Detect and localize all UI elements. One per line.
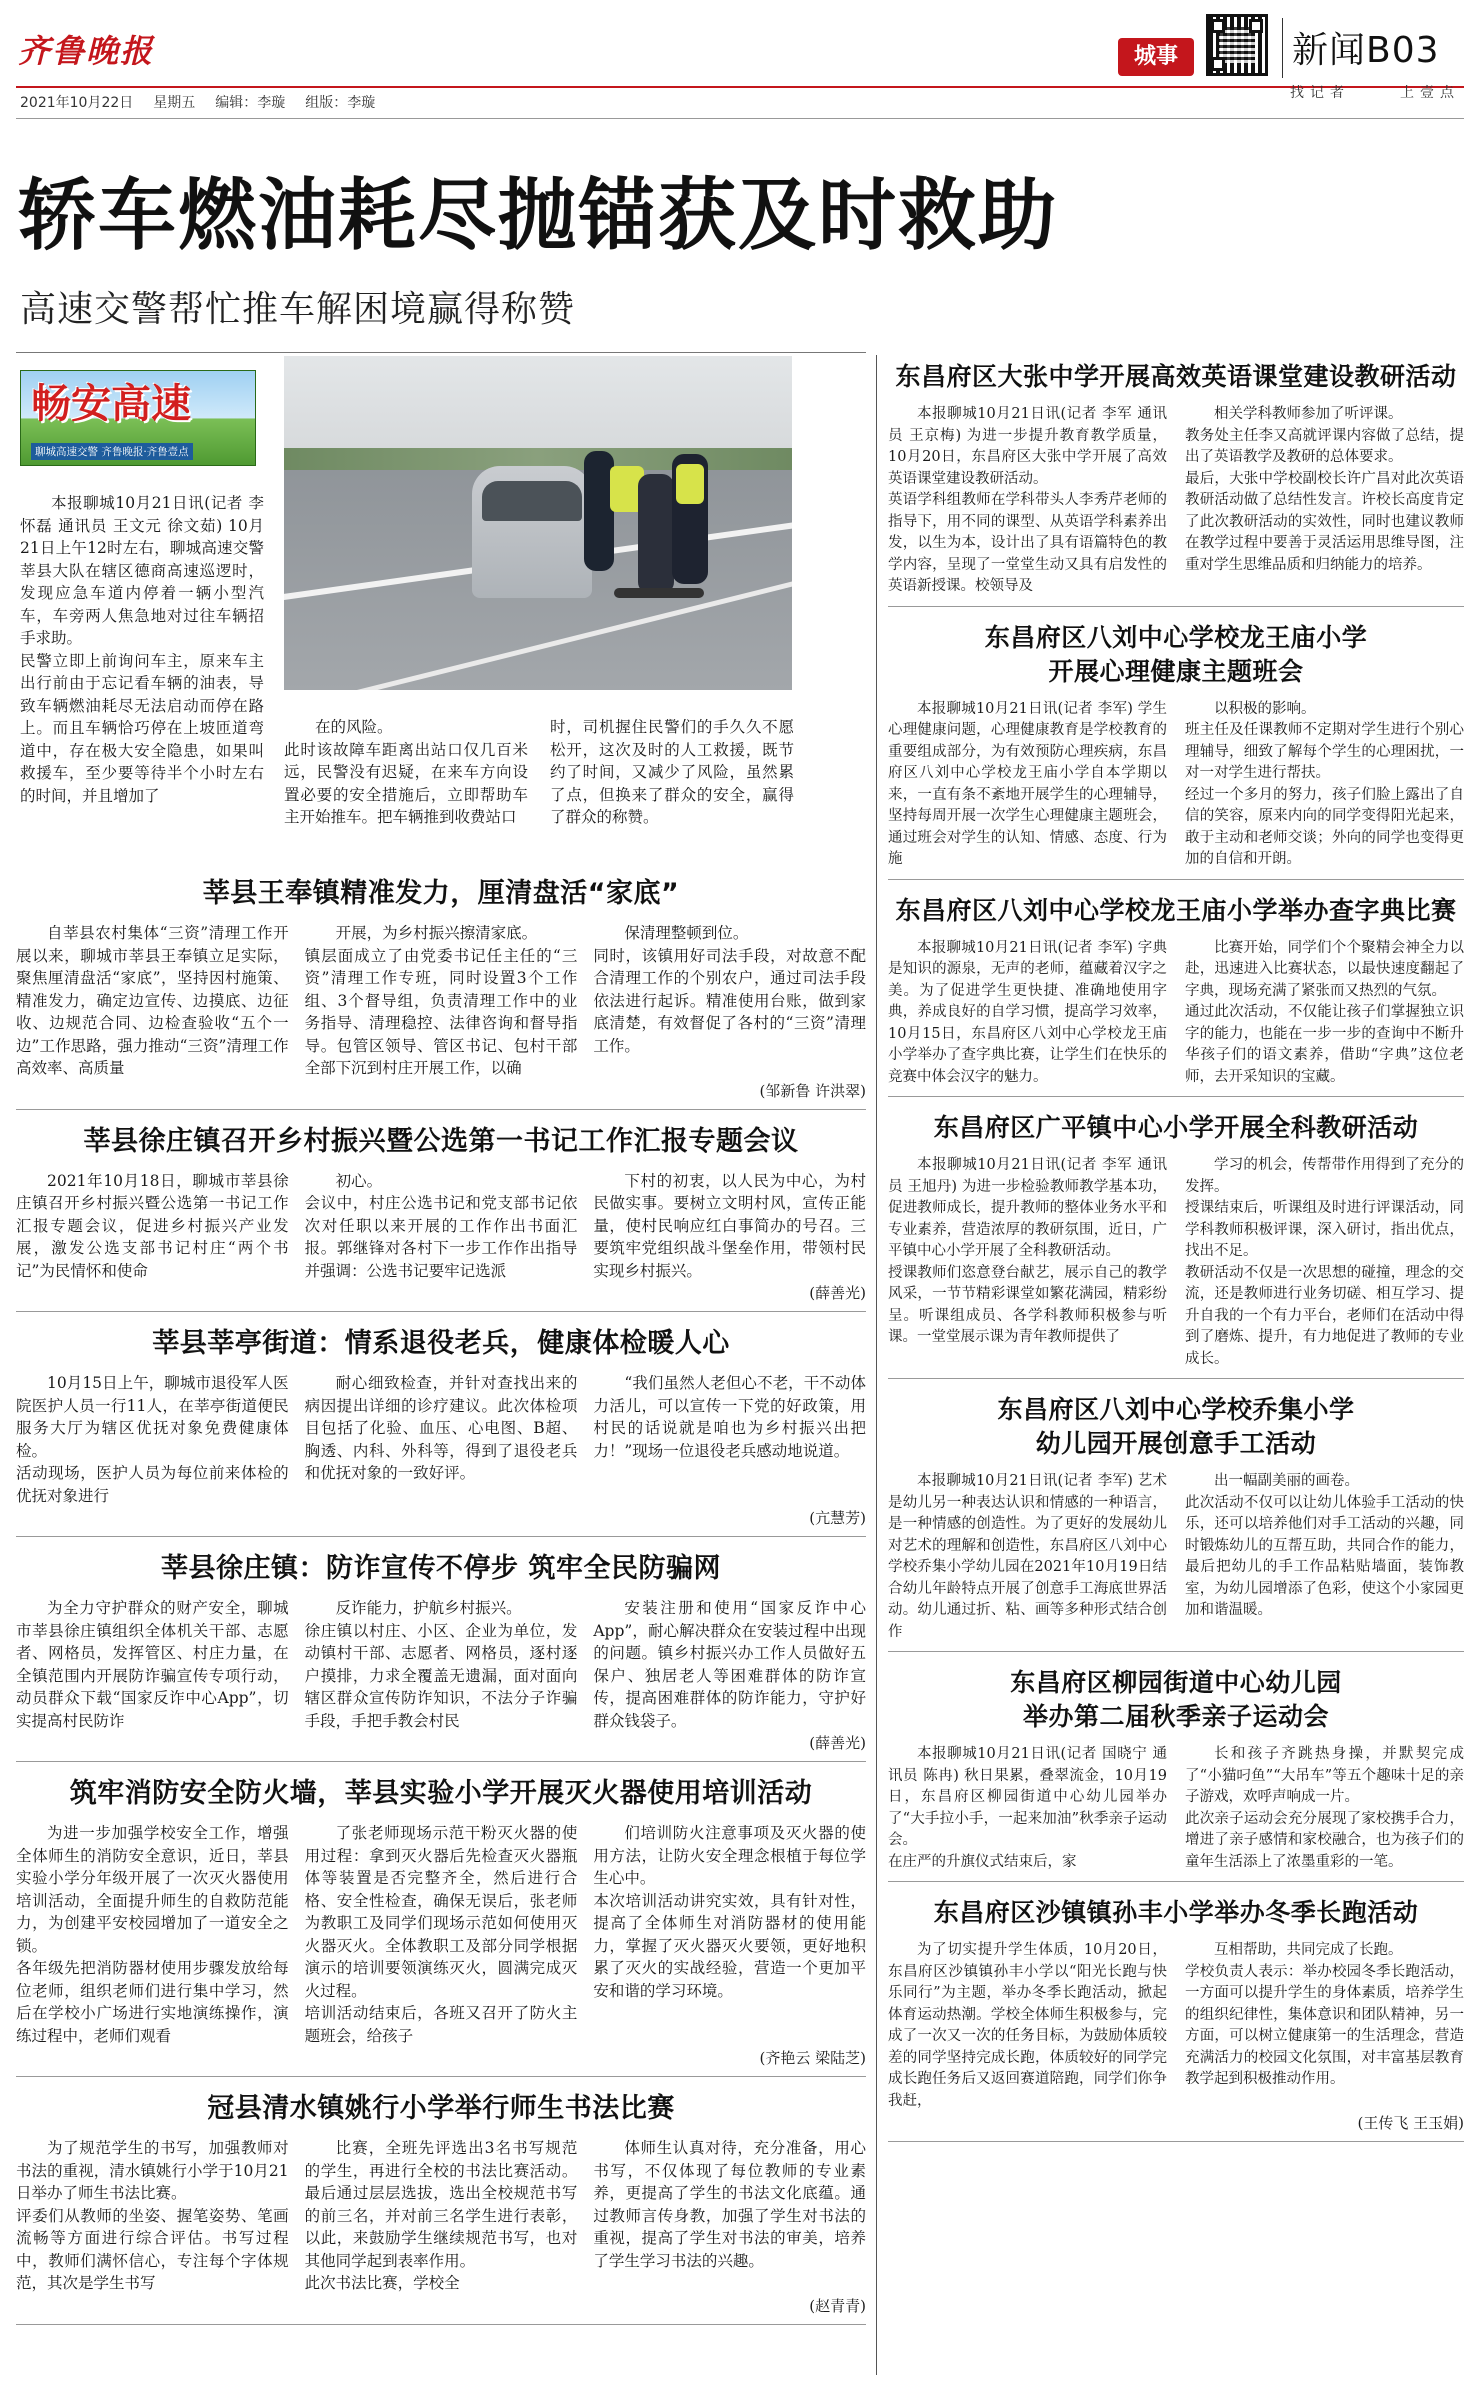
article-title: 东昌府区广平镇中心小学开展全科教研活动	[933, 1113, 1419, 1142]
article-divider	[16, 1761, 866, 1762]
issue-date: 2021年10月22日	[20, 95, 134, 111]
article-signature: (邹新鲁 许洪翠)	[759, 1081, 866, 1100]
right-article-stack	[888, 360, 1464, 2156]
typesetter-credit: 组版：李璇	[305, 95, 376, 111]
find-reporter-caption: 找记者	[1290, 85, 1350, 101]
article-columns	[888, 404, 1464, 598]
article-columns	[16, 1170, 866, 1283]
lead-headline: 轿车燃油耗尽抛锚获及时救助	[18, 171, 1059, 261]
article-divider	[16, 2076, 866, 2077]
article-column-text: 以积极的影响。 班主任及任课教师不定期对学生进行个别心理辅导，细致了解每个学生的心理困扰，一对一对学生进行帮扶。 经过一个多月的努力，孩子们脸上露出了自信的笑容，原来内向的同学变得阳光起来，敢于主动和老师交谈；外向的同学也变得更加的自信和开朗。	[1185, 700, 1464, 867]
app-caption: 上壹点	[1400, 85, 1460, 101]
article-column-text: 本报聊城10月21日讯(记者 李军) 艺术是幼儿另一种表达认识和情感的一种语言，是一种情感的创造性。为了更好的发展幼儿对艺术的理解和创造性，东昌府区八刘中心学校乔集小学幼儿园在2021年10月19日结合幼儿年龄特点开展了创意手工海底世界活动。幼儿通过折、粘、画等多种形式结合创作	[888, 1473, 1167, 1640]
article-column-text: 本报聊城10月21日讯(记者 国晓宁 通讯员 陈冉) 秋日果累，叠翠流金，10月19日，东昌府区柳园街道中心幼儿园举办了“大手拉小手，一起来加油”秋季亲子运动会。 在庄严的升旗仪式结束后，家	[888, 1746, 1167, 1870]
article-title: 冠县清水镇姚行小学举行师生书法比赛	[207, 2093, 675, 2124]
article-column-text: 学习的机会，传帮带作用得到了充分的发挥。 授课结束后，听课组及时进行评课活动，同学科教师积极评课，深入研讨，指出优点，找出不足。 教研活动不仅是一次思想的碰撞，理念的交流，还是教师进行业务切磋、相互学习、提升自我的一个有力平台，老师们在活动中得到了磨炼、提升，有力地促进了教师的专业成长。	[1185, 1157, 1464, 1367]
article-columns	[888, 1940, 1464, 2112]
article-divider	[888, 1881, 1464, 1882]
article-title: 莘县王奉镇精准发力，厘清盘活“家底”	[202, 878, 680, 909]
article-title: 东昌府区八刘中心学校龙王庙小学举办查字典比赛	[895, 895, 1457, 925]
masthead	[0, 0, 1480, 125]
article-column-text: 为了规范学生的书写，加强教师对书法的重视，清水镇姚行小学于10月21日举办了师生书法比赛。 评委们从教师的坐姿、握笔姿势、笔画流畅等方面进行综合评估。书写过程中，教师们满怀信心，专注每个字体规范，其次是学生书写	[16, 2139, 289, 2292]
article-divider	[888, 1651, 1464, 1652]
article-b6	[888, 1666, 1464, 1882]
article-column-text: 为全力守护群众的财产安全，聊城市莘县徐庄镇组织全体机关干部、志愿者、网格员，发挥管区、村庄力量，在全镇范围内开展防诈骗宣传专项行动，动员群众下载“国家反诈中心App”，切实提高村民防诈	[16, 1599, 289, 1730]
article-column-text: 相关学科教师参加了听评课。 教务处主任李又高就评课内容做了总结，提出了英语教学及教研的总体要求。 最后，大张中学校副校长许广昌对此次英语教研活动做了总结性发言。许校长高度肯定了此次教研活动的实效性，同时也建议教师在教学过程中要善于灵活运用思维导图，注重对学生思维品质和归纳能力的培养。	[1185, 406, 1464, 573]
article-columns	[16, 1372, 866, 1507]
article-signature: (赵青青)	[809, 2296, 866, 2315]
article-column-text: 安装注册和使用“国家反诈中心App”，耐心解决群众在安装过程中出现的问题。镇乡村振兴办工作人员做好五保户、独居老人等困难群体的防诈宣传，提高困难群体的防诈能力，守护好群众钱袋子。	[593, 1599, 866, 1730]
article-column-text: 比赛，全班先评选出3名书写规范的学生，再进行全校的书法比赛活动。最后通过层层选拔，选出全校规范书写的前三名，并对前三名学生进行表彰，以此，来鼓励学生继续规范书写，也对其他同学起到表率作用。 此次书法比赛，学校全	[304, 2139, 578, 2292]
article-title: 莘县徐庄镇召开乡村振兴暨公选第一书记工作汇报专题会议	[83, 1125, 799, 1157]
lead-col1-text: 本报聊城10月21日讯(记者 李怀磊 通讯员 王文元 徐文茹) 10月21日上午12时左右，聊城高速交警莘县大队在辖区德商高速巡逻时，发现应急车道内停着一辆小型汽车，车旁两人焦急地对过往车辆招手求助。 民警立即上前询问车主，原来车主出行前由于忘记看车辆的油表，导致车辆燃油耗尽无法启动而停在路上。而且车辆恰巧停在上坡匝道弯道中，存在极大安全隐患，如果叫救援车，至少要等待半个小时左右的时间，并且增加了	[20, 494, 264, 805]
lead-photo	[284, 356, 792, 690]
article-column-text: 下村的初衷，以人民为中心，为村民做实事。要树立文明村风，宣传正能量，使村民响应红白事简办的号召。三要筑牢党组织战斗堡垒作用，带领村民实现乡村振兴。	[593, 1171, 866, 1280]
article-divider	[888, 879, 1464, 880]
lead-body-col2	[284, 716, 528, 829]
issue-weekday: 星期五	[153, 95, 196, 111]
article-title: 东昌府区柳园街道中心幼儿园 举办第二届秋季亲子运动会	[1010, 1668, 1342, 1731]
article-column-text: 本报聊城10月21日讯(记者 李军) 学生心理健康问题，心理健康教育是学校教育的重要组成部分，为有效预防心理疾病，东昌府区八刘中心学校龙王庙小学自本学期以来，一直有条不紊地开展学生的心理辅导，坚持每周开展一次学生心理健康主题班会，通过班会对学生的认知、情感、态度、行为施	[888, 700, 1167, 867]
article-title: 莘县徐庄镇：防诈宣传不停步 筑牢全民防骗网	[161, 1553, 721, 1584]
article-column-text: 10月15日上午，聊城市退役军人医院医护人员一行11人，在莘亭街道便民服务大厅为辖区优抚对象免费健康体检。 活动现场，医护人员为每位前来体检的优抚对象进行	[16, 1374, 289, 1505]
article-a4	[16, 1551, 866, 1762]
article-a1	[16, 876, 866, 1110]
article-b3	[888, 894, 1464, 1098]
masthead-rule	[16, 86, 1464, 88]
lead-col3-text: 时，司机握住民警们的手久久不愿松开，这次及时的人工救援，既节约了时间，又减少了风险，虽然累了点，但换来了群众的安全，赢得了群众的称赞。	[550, 718, 794, 826]
banner-subtitle: 聊城高速交警 齐鲁晚报·齐鲁壹点	[31, 443, 193, 460]
article-title: 东昌府区大张中学开展高效英语课堂建设教研活动	[895, 362, 1457, 391]
article-column-text: 2021年10月18日，聊城市莘县徐庄镇召开乡村振兴暨公选第一书记工作汇报专题会议，促进乡村振兴产业发展，激发公选支部书记村庄“两个书记”为民情怀和使命	[16, 1171, 289, 1280]
article-signature: (王传飞 王玉娟)	[1357, 2114, 1464, 2132]
article-column-text: 本报聊城10月21日讯(记者 李军 通讯员 王旭丹) 为进一步检验教师教学基本功，促进教师成长，提升教师的整体业务水平和专业素养，营造浓厚的教研氛围，近日，广平镇中心小学开展了全科教研活动。 授课教师们恣意登台献艺，展示自己的教学风采，一节节精彩课堂如繁花满园，精彩纷呈。听课组成员、各学科教师积极参与听课。一堂堂展示课为青年教师提供了	[888, 1157, 1167, 1345]
article-divider	[16, 1109, 866, 1110]
article-title: 东昌府区八刘中心学校龙王庙小学 开展心理健康主题班会	[984, 622, 1368, 686]
article-columns	[888, 699, 1464, 871]
qr-code[interactable]	[1206, 14, 1268, 76]
article-column-text: 比赛开始，同学们个个聚精会神全力以赴，迅速进入比赛状态，以最快速度翻起了字典，现场充满了紧张而又热烈的气氛。 通过此次活动，不仅能让孩子们掌握独立识字的能力，也能在一步一步的查询中不断升华孩子们的语文素养，借助“字典”这位老师，去开采知识的宝藏。	[1185, 939, 1464, 1085]
article-column-text: 了张老师现场示范干粉灭火器的使用过程：拿到灭火器后先检查灭火器瓶体等装置是否完整齐全，然后进行合格、安全性检查，确保无误后，张老师为教职工及同学们现场示范如何使用灭火器灭火。全体教职工及部分同学根据演示的培训要领演练灭火，圆满完成灭火过程。 培训活动结束后，各班又召开了防火主题班会，给孩子	[304, 1824, 578, 2045]
article-divider	[16, 2324, 866, 2325]
article-column-text: 开展，为乡村振兴擦清家底。 镇层面成立了由党委书记任主任的“三资”清理工作专班，同时设置3个工作组、3个督导组，负责清理工作中的业务指导、清理稳控、法律咨询和督导指导。包管区领导、管区书记、包村干部全部下沉到村庄开展工作，以确	[304, 924, 578, 1077]
lead-rule	[16, 352, 866, 353]
article-columns	[16, 2137, 866, 2295]
newspaper-logo: 齐鲁晚报	[18, 32, 155, 70]
article-title: 东昌府区八刘中心学校乔集小学 幼儿园开展创意手工活动	[997, 1395, 1355, 1458]
article-column-text: 体师生认真对待，充分准备，用心书写，不仅体现了每位教师的专业素养，更提高了学生的书法文化底蕴。通过教师言传身教，加强了学生对书法的重视，提高了学生对书法的审美，培养了学生学习书法的兴趣。	[593, 2139, 866, 2270]
article-column-text: 自莘县农村集体“三资”清理工作开展以来，聊城市莘县王奉镇立足实际，聚焦厘清盘活“家底”，坚持因村施策、精准发力，确定边宣传、边摸底、边征收、边规范合同、边检查验收“五个一边”工作思路，强力推动“三资”清理工作高效率、高质量	[16, 924, 289, 1077]
article-divider	[16, 1311, 866, 1312]
article-a6	[16, 2091, 866, 2325]
article-a3	[16, 1326, 866, 1537]
article-column-text: 本报聊城10月21日讯(记者 李军) 字典是知识的源泉，无声的老师，蕴藏着汉字之美。为了促进学生更快捷、准确地使用字典，养成良好的自学习惯，提高学习效率，10月15日，东昌府区八刘中心学校龙王庙小学举办了查字典比赛，让学生们在快乐的竞赛中体会汉字的魅力。	[888, 939, 1167, 1085]
article-column-text: “我们虽然人老但心不老，干不动体力活儿，可以宣传一下党的好政策，用村民的话说就是咱也为乡村振兴出把力！”现场一位退役老兵感动地说道。	[593, 1374, 866, 1460]
article-columns	[888, 1471, 1464, 1643]
article-column-text: 为了切实提升学生体质，10月20日，东昌府区沙镇镇孙丰小学以“阳光长跑与快乐同行”为主题，举办冬季长跑活动，掀起体育运动热潮。学校全体师生积极参与，完成了一次又一次的任务目标，为鼓励体质较差的同学坚持完成长跑，体质较好的同学完成长跑任务后又返回赛道陪跑，同学们你争我赶，	[888, 1942, 1167, 2109]
article-a2	[16, 1124, 866, 1313]
article-column-text: 互相帮助，共同完成了长跑。 学校负责人表示：举办校园冬季长跑活动，一方面可以提升学生的身体素质，培养学生的组织纪律性，集体意识和团队精神，另一方面，可以树立健康第一的生活理念，营造充满活力的校园文化氛围，对丰富基层教育教学起到积极推动作用。	[1185, 1942, 1464, 2087]
article-columns	[888, 1744, 1464, 1873]
article-columns	[888, 938, 1464, 1089]
article-columns	[888, 1155, 1464, 1370]
article-columns	[16, 1822, 866, 2047]
article-b4	[888, 1111, 1464, 1379]
section-tag-label: 城事	[1133, 44, 1178, 69]
article-column-text: 初心。 会议中，村庄公选书记和党支部书记依次对任职以来开展的工作作出书面汇报。郭继锋对各村下一步工作作出指导并强调：公选书记要牢记选派	[304, 1171, 578, 1280]
article-a5	[16, 1776, 866, 2077]
article-divider	[16, 1536, 866, 1537]
center-divider	[876, 355, 877, 2375]
article-column-text: 反诈能力，护航乡村振兴。 徐庄镇以村庄、小区、企业为单位，发动镇村干部、志愿者、网格员，逐村逐户摸排，力求全覆盖无遗漏，面对面向辖区群众宣传防诈知识，不法分子诈骗手段，手把手教会村民	[304, 1599, 578, 1730]
page-meta	[20, 92, 375, 112]
masthead-divider	[1282, 18, 1283, 78]
article-b2	[888, 621, 1464, 880]
masthead-rule-bottom	[16, 118, 1464, 119]
article-title: 莘县莘亭街道：情系退役老兵，健康体检暖人心	[152, 1328, 730, 1359]
article-signature: (薛善光)	[809, 1284, 866, 1302]
article-divider	[888, 2141, 1464, 2142]
lead-col2-text: 在的风险。 此时该故障车距离出站口仅几百米远，民警没有迟疑，在来车方向设置必要的安全措施后，立即帮助车主开始推车。把车辆推到收费站口	[284, 718, 528, 826]
lead-body-col1	[20, 492, 264, 807]
article-b7	[888, 1896, 1464, 2142]
lead-subheadline: 高速交警帮忙推车解困境赢得称赞	[20, 289, 576, 330]
left-article-stack	[16, 876, 866, 2339]
article-signature: (亢慧芳)	[809, 1509, 866, 1527]
article-column-text: 保清理整顿到位。 同时，该镇用好司法手段，对故意不配合清理工作的个别农户，通过司法手段依法进行起诉。精准使用台账，做到家底清楚，有效督促了各村的“三资”清理工作。	[593, 924, 866, 1055]
article-title: 东昌府区沙镇镇孙丰小学举办冬季长跑活动	[933, 1898, 1419, 1927]
article-b5	[888, 1393, 1464, 1652]
article-column-text: 为进一步加强学校安全工作，增强全体师生的消防安全意识，近日，莘县实验小学分年级开展了一次灭火器使用培训活动，全面提升师生的自救防范能力，为创建平安校园增加了一道安全之锁。 各年级先把消防器材使用步骤发放给每位老师，组织老师们进行集中学习，然后在学校小广场进行实地演练操作，演练过程中，老师们观看	[16, 1824, 289, 2045]
article-column-text: 长和孩子齐跳热身操，并默契完成了“小猫叼鱼”“大吊车”等五个趣味十足的亲子游戏，欢呼声响成一片。 此次亲子运动会充分展现了家校携手合力，增进了亲子感情和家校融合，也为孩子们的童年生活添上了浓墨重彩的一笔。	[1185, 1746, 1464, 1870]
page-label: 新闻B03	[1292, 30, 1440, 71]
article-column-text: 本报聊城10月21日讯(记者 李军 通讯员 王京梅) 为进一步提升教育教学质量，10月20日，东昌府区大张中学开展了高效英语课堂建设教研活动。 英语学科组教师在学科带头人李秀芹老师的指导下，用不同的课型、从英语学科素养出发，以生为本，设计出了具有语篇特色的教学内容，呈现了一堂堂生动又具有启发性的英语新授课。校领导及	[888, 406, 1167, 594]
article-columns	[16, 922, 866, 1080]
article-divider	[888, 1096, 1464, 1097]
article-column-text: 出一幅副美丽的画卷。 此次活动不仅可以让幼儿体验手工活动的快乐，还可以培养他们对手工活动的兴趣，同时锻炼幼儿的互帮互助，共同合作的能力，最后把幼儿的手工作品粘贴墙面，装饰教室，为幼儿园增添了色彩，使这个小家园更加和谐温暖。	[1185, 1473, 1464, 1618]
column-banner	[20, 370, 256, 466]
article-divider	[888, 606, 1464, 607]
article-signature: (齐艳云 梁陆芝)	[759, 2049, 866, 2067]
article-column-text: 们培训防火注意事项及灭火器的使用方法，让防火安全理念根植于每位学生心中。 本次培训活动讲究实效，具有针对性，提高了全体师生对消防器材的使用能力，掌握了灭火器灭火要领，更好地积累了灭火的实战经验，营造一个更加平安和谐的学习环境。	[593, 1824, 866, 2000]
article-b1	[888, 360, 1464, 607]
article-signature: (薛善光)	[809, 1734, 866, 1752]
article-title: 筑牢消防安全防火墙，莘县实验小学开展灭火器使用培训活动	[69, 1778, 813, 1809]
banner-title: 畅安高速	[31, 381, 191, 427]
article-column-text: 耐心细致检查，并针对查找出来的病因提出详细的诊疗建议。此次体检项目包括了化验、血压、心电图、B超、胸透、内科、外科等，得到了退役老兵和优抚对象的一致好评。	[304, 1374, 578, 1482]
article-columns	[16, 1597, 866, 1732]
article-divider	[888, 1378, 1464, 1379]
section-tag	[1118, 38, 1194, 76]
lead-body-col3	[550, 716, 794, 829]
editor-credit: 编辑：李璇	[215, 95, 286, 111]
